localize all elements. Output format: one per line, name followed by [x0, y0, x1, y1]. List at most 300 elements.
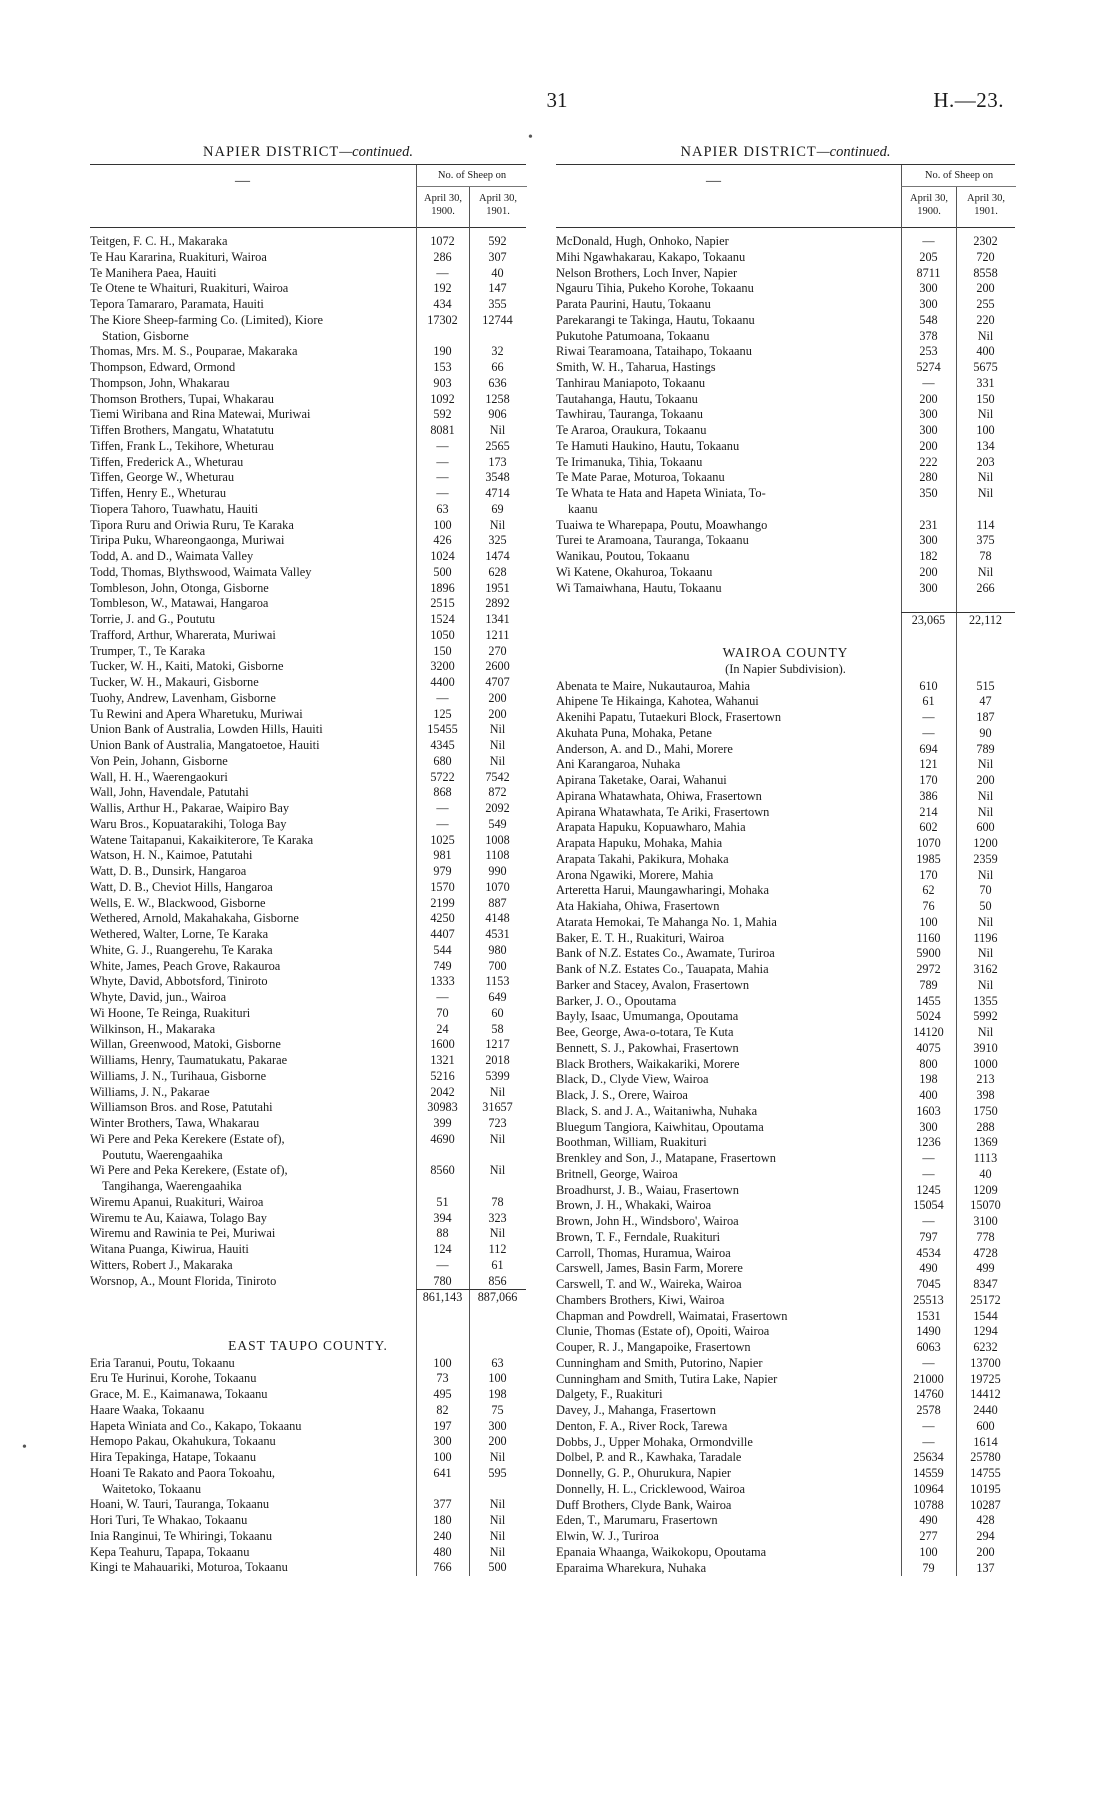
sheep-1900: 125	[433, 706, 452, 721]
sheep-1901: 549	[488, 816, 507, 831]
owner-name: Bennett, S. J., Pakowhai, Frasertown	[556, 1040, 739, 1055]
table-row	[90, 911, 526, 927]
sheep-1900: 2972	[916, 962, 941, 976]
table-row	[556, 710, 1015, 726]
column-header-1900: April 30, 1900.	[901, 187, 956, 227]
owner-name: Bank of N.Z. Estates Co., Tauapata, Mahia	[556, 962, 769, 976]
sheep-1900: 495	[433, 1387, 452, 1401]
sheep-1901: 323	[488, 1210, 507, 1225]
owner-name: Brown, T. F., Ferndale, Ruakituri	[556, 1229, 721, 1244]
owner-name: Wells, E. W., Blackwood, Gisborne	[90, 895, 266, 910]
sheep-1900: 641	[433, 1465, 452, 1480]
owner-name: Brenkley and Son, J., Matapane, Frasertown	[556, 1151, 776, 1165]
table-row	[556, 679, 1015, 695]
sheep-1901: 2302	[973, 234, 998, 248]
sheep-1900: —	[436, 486, 449, 500]
sheep-1901: Nil	[489, 1513, 506, 1527]
table-row	[556, 518, 1015, 534]
sheep-1901: 1000	[973, 1056, 998, 1071]
table-row	[90, 596, 526, 612]
table-row	[556, 899, 1015, 915]
owner-name: Hori Turi, Te Whakao, Tokaanu	[90, 1513, 248, 1527]
sheep-1901: Nil	[977, 757, 994, 772]
sheep-1901: 700	[488, 958, 507, 973]
sheep-1900: —	[436, 1257, 449, 1272]
sheep-1901: Nil	[489, 1163, 506, 1178]
sheep-1901: 1474	[485, 549, 510, 563]
table-row	[556, 1151, 1015, 1167]
sheep-1901: 500	[488, 1560, 507, 1575]
owner-name: Wethered, Walter, Lorne, Te Karaka	[90, 927, 269, 941]
sheep-1900: —	[436, 801, 449, 815]
table-row	[90, 376, 526, 392]
owner-name: Parekarangi te Takinga, Hautu, Tokaanu	[556, 312, 755, 327]
owner-name: Carswell, James, Basin Farm, Morere	[556, 1261, 743, 1276]
owner-name: Tucker, W. H., Kaiti, Matoki, Gisborne	[90, 659, 284, 674]
sheep-1901: Nil	[489, 517, 506, 532]
sheep-1900: 789	[919, 977, 938, 992]
sheep-1901: 3548	[485, 470, 510, 485]
sheep-1900: 480	[433, 1544, 452, 1559]
sheep-1901: 12744	[482, 312, 513, 327]
table-row	[90, 864, 526, 880]
sheep-1901: 5992	[973, 1009, 998, 1024]
table-row	[90, 691, 526, 707]
sheep-1900: 490	[919, 1261, 938, 1276]
sheep-1901: Nil	[977, 867, 994, 882]
owner-name: Tiffen, George W., Wheturau	[90, 470, 235, 485]
sheep-1900: 426	[433, 533, 452, 548]
owner-name: Tiemi Wiribana and Rina Matewai, Muriwai	[90, 407, 311, 422]
table-row	[90, 927, 526, 943]
table-row	[556, 994, 1015, 1010]
owner-name: Willan, Greenwood, Matoki, Gisborne	[90, 1037, 281, 1052]
owner-name: Black, J. S., Orere, Wairoa	[556, 1088, 688, 1102]
table-row	[90, 1387, 526, 1403]
table-row	[90, 329, 526, 345]
owner-name: Pukutohe Patumoana, Tokaanu	[556, 328, 710, 343]
sheep-1901: 40	[979, 1166, 992, 1181]
owner-name: Wallis, Arthur H., Pakarae, Waipiro Bay	[90, 801, 290, 815]
table-row	[556, 694, 1015, 710]
table-row	[556, 757, 1015, 773]
sheep-1900: 14120	[913, 1025, 944, 1039]
column-header-1901: April 30, 1901.	[956, 187, 1015, 227]
table-row	[556, 486, 1015, 502]
table-row	[556, 1419, 1015, 1435]
sheep-1901: 720	[976, 249, 995, 264]
sheep-1900: —	[436, 816, 449, 831]
owner-name: White, G. J., Ruangerehu, Te Karaka	[90, 942, 273, 957]
sheep-1901: 872	[488, 785, 507, 800]
owner-name: Denton, F. A., River Rock, Tarewa	[556, 1418, 728, 1433]
owner-name: Inia Ranginui, Te Whiringi, Tokaanu	[90, 1528, 273, 1543]
owner-name: kaanu	[568, 501, 598, 516]
owner-name: Arona Ngawiki, Morere, Mahia	[556, 867, 714, 882]
owner-name: Atarata Hemokai, Te Mahanga No. 1, Mahia	[556, 914, 777, 929]
sheep-1901: Nil	[489, 753, 506, 768]
left-column	[90, 140, 526, 1576]
owner-name: Williams, J. N., Pakarae	[90, 1084, 210, 1099]
table-row	[556, 931, 1015, 947]
table-row	[556, 1403, 1015, 1419]
sheep-1900: 300	[433, 1434, 452, 1449]
table-row	[556, 1545, 1015, 1561]
sheep-1900: 780	[433, 1273, 452, 1288]
sheep-1900: —	[436, 470, 449, 485]
table-row	[90, 1100, 526, 1116]
sheep-1901: Nil	[489, 1544, 506, 1559]
owner-name: Union Bank of Australia, Mangatoetoe, Hauiti	[90, 738, 320, 752]
sheep-table-left	[90, 234, 526, 1289]
owner-name: Te Araroa, Oraukura, Tokaanu	[556, 423, 707, 437]
owner-name: Wanikau, Poutou, Tokaanu	[556, 549, 690, 563]
sheep-1901: 15070	[970, 1198, 1001, 1213]
table-row	[90, 1434, 526, 1450]
owner-name: Carroll, Thomas, Huramua, Wairoa	[556, 1245, 731, 1260]
sheep-1901: Nil	[977, 407, 994, 422]
sheep-1901: 200	[488, 690, 507, 705]
sheep-1901: 288	[976, 1119, 995, 1134]
owner-name: Smith, W. H., Taharua, Hastings	[556, 360, 716, 374]
total-row	[556, 612, 1015, 628]
owner-name: Eparaima Wharekura, Nuhaka	[556, 1560, 707, 1575]
sheep-1901: 14755	[970, 1466, 1001, 1480]
sheep-1901: Nil	[977, 977, 994, 992]
owner-name: Elwin, W. J., Turiroa	[556, 1529, 659, 1543]
table-row	[90, 486, 526, 502]
table-row	[90, 455, 526, 471]
sheep-1901: 75	[491, 1402, 504, 1417]
owner-name: Winter Brothers, Tawa, Whakarau	[90, 1116, 260, 1130]
sheep-1901: 3162	[973, 962, 998, 976]
total-1901: 22,112	[956, 612, 1015, 629]
table-row	[556, 281, 1015, 297]
sheep-1900: 222	[919, 454, 938, 469]
sheep-1901: 1153	[485, 974, 510, 989]
sheep-1900: 10964	[913, 1481, 944, 1496]
sheep-1900: —	[436, 690, 449, 705]
owner-name: Wiremu te Au, Kaiawa, Tolago Bay	[90, 1210, 267, 1225]
sheep-1900: 434	[433, 297, 452, 311]
sheep-1900: 610	[919, 678, 938, 693]
sheep-1900: —	[922, 1166, 935, 1181]
table-row	[90, 439, 526, 455]
table-row	[90, 281, 526, 297]
sheep-1901: 3100	[973, 1214, 998, 1228]
sheep-1900: 100	[433, 517, 452, 532]
table-row	[90, 266, 526, 282]
sheep-1901: 134	[976, 438, 995, 453]
sheep-1900: 24	[436, 1021, 449, 1036]
table-row	[90, 1466, 526, 1482]
table-row	[556, 470, 1015, 486]
sheep-1901: 70	[979, 883, 992, 898]
table-row	[90, 848, 526, 864]
sheep-1900: 602	[919, 820, 938, 835]
table-row	[556, 376, 1015, 392]
table-row	[90, 1529, 526, 1545]
sheep-1901: Nil	[977, 804, 994, 819]
sheep-1900: 170	[919, 773, 938, 787]
owner-name: Wilkinson, H., Makaraka	[90, 1021, 216, 1036]
table-row	[556, 1482, 1015, 1498]
table-row	[556, 978, 1015, 994]
sheep-1901: 1294	[973, 1324, 998, 1339]
table-row	[90, 770, 526, 786]
sheep-1901: 114	[976, 517, 995, 532]
sheep-1900: —	[922, 710, 935, 724]
owner-name: Chambers Brothers, Kiwi, Wairoa	[556, 1292, 725, 1307]
sheep-1900: 4400	[430, 675, 455, 689]
owner-name: Tanhirau Maniapoto, Tokaanu	[556, 375, 706, 390]
sheep-1901: 1196	[973, 930, 998, 945]
owner-name: Parata Paurini, Hautu, Tokaanu	[556, 297, 711, 311]
sheep-1900: 280	[919, 470, 938, 485]
table-row	[556, 1340, 1015, 1356]
table-row	[556, 742, 1015, 758]
sheep-1900: 62	[922, 883, 935, 898]
owner-name: Baker, E. T. H., Ruakituri, Wairoa	[556, 930, 725, 945]
east-taupo-table	[90, 1356, 526, 1577]
owner-name: Bee, George, Awa-o-totara, Te Kuta	[556, 1025, 734, 1039]
table-row	[90, 1419, 526, 1435]
sheep-1901: 58	[491, 1021, 504, 1036]
owner-name: Whyte, David, jun., Wairoa	[90, 990, 227, 1004]
table-row	[90, 644, 526, 660]
owner-name: Black, S. and J. A., Waitaniwha, Nuhaka	[556, 1103, 758, 1118]
sheep-1900: 253	[919, 344, 938, 359]
owner-name: Te Otene te Whaituri, Ruakituri, Wairoa	[90, 281, 289, 296]
sheep-1900: 15054	[913, 1198, 944, 1213]
sheep-1900: 1455	[916, 993, 941, 1008]
owner-name: Barker and Stacey, Avalon, Frasertown	[556, 977, 750, 992]
table-row	[556, 1104, 1015, 1120]
owner-name: Arteretta Harui, Maungawharingi, Mohaka	[556, 883, 769, 898]
owner-name: Hapeta Winiata and Co., Kakapo, Tokaanu	[90, 1418, 302, 1433]
table-row	[556, 1498, 1015, 1514]
sheep-1900: 25634	[913, 1450, 944, 1465]
table-row	[90, 1482, 526, 1498]
table-row	[556, 1324, 1015, 1340]
sheep-1901: Nil	[977, 946, 994, 961]
table-row	[556, 1261, 1015, 1277]
table-row	[90, 738, 526, 754]
sheep-1900: —	[436, 438, 449, 453]
sheep-1901: 2565	[485, 438, 510, 453]
table-row	[90, 707, 526, 723]
sheep-1900: 100	[919, 914, 938, 929]
owner-name: Wi Hoone, Te Reinga, Ruakituri	[90, 1005, 251, 1020]
sheep-1901: 255	[976, 297, 995, 311]
owner-name: Nelson Brothers, Loch Inver, Napier	[556, 265, 738, 280]
owner-name: Teitgen, F. C. H., Makaraka	[90, 234, 228, 248]
sheep-1901: 2092	[485, 801, 510, 815]
owner-name: Kepa Teahuru, Tapapa, Tokaanu	[90, 1544, 250, 1559]
sheep-1900: 300	[919, 533, 938, 548]
sheep-1900: —	[922, 1418, 935, 1433]
sheep-1900: 240	[433, 1528, 452, 1543]
table-row	[556, 1513, 1015, 1529]
table-row	[556, 883, 1015, 899]
table-row	[556, 726, 1015, 742]
owner-name: Todd, Thomas, Blythswood, Waimata Valley	[90, 564, 312, 579]
owner-name: Barker, J. O., Opoutama	[556, 993, 677, 1008]
sheep-1900: 749	[433, 958, 452, 973]
owner-name: Wi Tamaiwhana, Hautu, Tokaanu	[556, 580, 722, 595]
sheep-1901: 1200	[973, 836, 998, 850]
sheep-1901: 31657	[482, 1100, 513, 1115]
sheep-1900: 800	[919, 1056, 938, 1071]
owner-name: Black Brothers, Waikakariki, Morere	[556, 1056, 740, 1071]
sheep-1900: 300	[919, 1119, 938, 1134]
table-row	[556, 565, 1015, 581]
owner-name: Davey, J., Mahanga, Frasertown	[556, 1403, 716, 1417]
sheep-1901: 294	[976, 1529, 995, 1543]
owner-name: Abenata te Maire, Nukautauroa, Mahia	[556, 678, 751, 693]
column-group-label: No. of Sheep on	[416, 165, 527, 187]
sheep-1901: 4728	[973, 1245, 998, 1260]
owner-name: Dobbs, J., Upper Mohaka, Ormondville	[556, 1434, 753, 1449]
table-row	[556, 852, 1015, 868]
sheep-1901: 4707	[485, 675, 510, 689]
owner-name: Worsnop, A., Mount Florida, Tiniroto	[90, 1273, 277, 1288]
sheep-1901: 592	[488, 234, 507, 248]
sheep-1901: Nil	[489, 1226, 506, 1241]
owner-name: Tipora Ruru and Oriwia Ruru, Te Karaka	[90, 517, 294, 532]
sheep-1900: 548	[919, 312, 938, 327]
sheep-1900: 61	[922, 694, 935, 709]
sheep-1900: 150	[433, 643, 452, 658]
owner-name: Watt, D. B., Cheviot Hills, Hangaroa	[90, 879, 273, 894]
owner-name: Kingi te Mahauariki, Moturoa, Tokaanu	[90, 1560, 288, 1575]
sheep-1900: 124	[433, 1242, 452, 1256]
owner-name: Bayly, Isaac, Umumanga, Opoutama	[556, 1009, 739, 1024]
owner-name: Tombleson, W., Matawai, Hangaroa	[90, 596, 269, 611]
owner-name: Grace, M. E., Kaimanawa, Tokaanu	[90, 1387, 268, 1401]
table-row	[90, 1037, 526, 1053]
sheep-1900: 180	[433, 1513, 452, 1527]
table-row	[90, 1148, 526, 1164]
sheep-1901: 137	[976, 1560, 995, 1575]
sheep-1900: 4407	[430, 927, 455, 941]
sheep-1900: 8560	[430, 1163, 455, 1178]
sheep-1900: 4250	[430, 911, 455, 926]
owner-name: Bluegum Tangiora, Kaiwhitau, Opoutama	[556, 1119, 764, 1134]
sheep-1900: —	[922, 1151, 935, 1165]
sheep-1900: 4075	[916, 1040, 941, 1055]
sheep-1900: —	[922, 1214, 935, 1228]
sheep-1900: 82	[436, 1402, 449, 1417]
table-row	[90, 1258, 526, 1274]
table-row	[90, 533, 526, 549]
table-row	[556, 581, 1015, 597]
sheep-1901: 4714	[485, 486, 510, 500]
table-row	[556, 234, 1015, 250]
owner-name: Hoani, W. Tauri, Tauranga, Tokaanu	[90, 1497, 270, 1512]
table-row	[556, 805, 1015, 821]
sheep-1900: 192	[433, 281, 452, 296]
owner-name: Hira Tepakinga, Hatape, Tokaanu	[90, 1450, 257, 1464]
table-row	[556, 962, 1015, 978]
owner-name: Williams, Henry, Taumatukatu, Pakarae	[90, 1053, 288, 1067]
sheep-1901: 1341	[485, 612, 510, 626]
sheep-1901: 200	[488, 706, 507, 721]
owner-name: Waru Bros., Kopuatarakihi, Tologa Bay	[90, 816, 287, 831]
owner-name: Riwai Tearamoana, Tataihapo, Tokaanu	[556, 344, 752, 359]
sheep-1900: 30983	[427, 1100, 458, 1115]
sheep-1900: 797	[919, 1229, 938, 1244]
sheep-1900: 5900	[916, 946, 941, 961]
owner-name: White, James, Peach Grove, Rakauroa	[90, 958, 281, 973]
table-row	[90, 250, 526, 266]
table-row	[556, 297, 1015, 313]
table-row	[556, 250, 1015, 266]
sheep-1901: 778	[976, 1229, 995, 1244]
sheep-1901: 6232	[973, 1340, 998, 1354]
sheep-1900: 5274	[916, 360, 941, 374]
sheep-1900: 8081	[430, 423, 455, 437]
sheep-1901: 375	[976, 533, 995, 548]
sheep-1901: 331	[976, 375, 995, 390]
sheep-1900: 1985	[916, 851, 941, 866]
sheep-1901: 1211	[485, 627, 510, 642]
sheep-1901: 1209	[973, 1182, 998, 1197]
sheep-1901: 63	[491, 1355, 504, 1370]
owner-name: Duff Brothers, Clyde Bank, Wairoa	[556, 1497, 732, 1512]
owner-name: Williamson Bros. and Rose, Patutahi	[90, 1100, 273, 1115]
table-row	[90, 344, 526, 360]
table-row	[90, 470, 526, 486]
table-row	[556, 1277, 1015, 1293]
table-row	[90, 833, 526, 849]
owner-name: Ani Karangaroa, Nuhaka	[556, 757, 681, 772]
sheep-1900: 300	[919, 407, 938, 422]
sheep-1900: 200	[919, 391, 938, 406]
table-row	[556, 439, 1015, 455]
header-dash: —	[706, 173, 721, 189]
owner-name: Tucker, W. H., Makauri, Gisborne	[90, 675, 259, 689]
table-row	[556, 1435, 1015, 1451]
owner-name: Te Manihera Paea, Hauiti	[90, 265, 217, 280]
sheep-1901: 8347	[973, 1277, 998, 1291]
sheep-1901: 1217	[485, 1037, 510, 1052]
sheep-1901: Nil	[977, 328, 994, 343]
sheep-1901: 173	[488, 454, 507, 469]
owner-name: Couper, R. J., Mangapoike, Frasertown	[556, 1340, 751, 1354]
sheep-1900: 592	[433, 407, 452, 422]
sheep-1901: 14412	[970, 1387, 1001, 1402]
owner-name: Apirana Whatawhata, Ohiwa, Frasertown	[556, 788, 762, 803]
sheep-1901: 1008	[485, 832, 510, 847]
owner-name: Tepora Tamararo, Paramata, Hauiti	[90, 297, 264, 311]
sheep-1901: 32	[491, 344, 504, 359]
owner-name: Turei te Aramoana, Tauranga, Tokaanu	[556, 533, 749, 548]
sheep-1901: 2600	[485, 659, 510, 674]
sheep-1901: 266	[976, 580, 995, 595]
sheep-1901: 2440	[973, 1403, 998, 1417]
table-row	[556, 1120, 1015, 1136]
owner-name: Watt, D. B., Dunsirk, Hangaroa	[90, 864, 247, 878]
sheep-1900: 100	[433, 1355, 452, 1370]
sheep-1901: 78	[979, 549, 992, 563]
sheep-1901: 60	[491, 1005, 504, 1020]
sheep-1900: 1024	[430, 549, 455, 563]
table-row	[90, 1497, 526, 1513]
sheep-1900: —	[436, 265, 449, 280]
sheep-1901: 990	[488, 864, 507, 878]
sheep-1901: 40	[491, 265, 504, 280]
